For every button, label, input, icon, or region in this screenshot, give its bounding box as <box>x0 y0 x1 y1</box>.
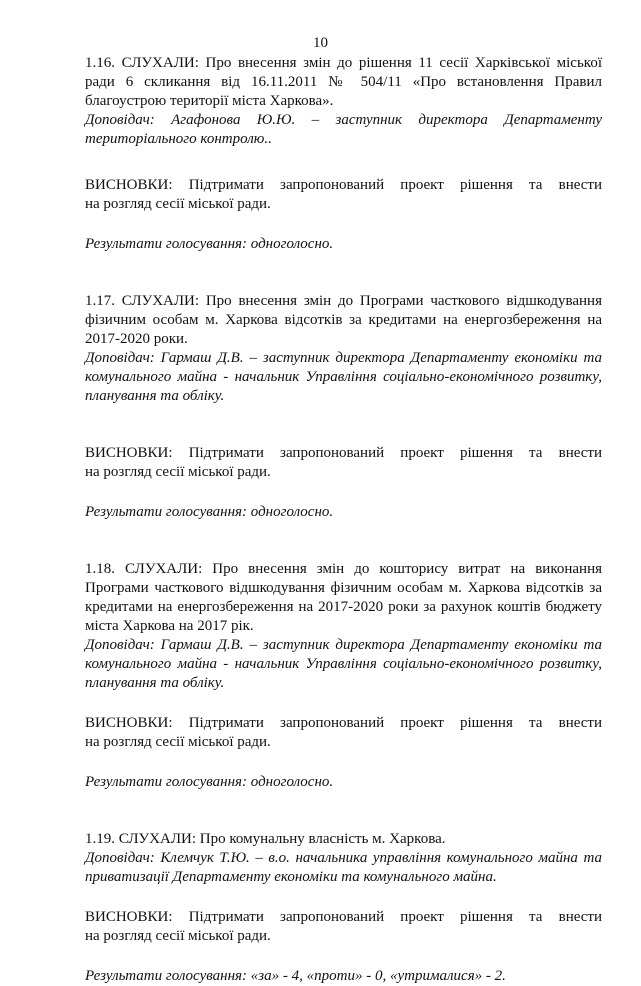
conclusion-section <box>85 714 602 752</box>
heard-section <box>85 830 602 849</box>
speaker-section <box>85 111 602 149</box>
speaker-section <box>85 849 602 887</box>
vote-result: Результати голосування: одноголосно. <box>85 774 334 790</box>
heard-section <box>85 54 602 111</box>
conclusion-line: ВИСНОВКИ: Підтримати запропонований проект рішення та внести <box>85 909 602 925</box>
heard-section <box>85 560 602 636</box>
agenda-item-1-17 <box>85 292 602 522</box>
vote-result: Результати голосування: одноголосно. <box>85 236 334 252</box>
speaker-line: Доповідач: Агафонова Ю.Ю. – заступник директора Департаменту <box>85 112 602 128</box>
speaker-line: приватизації Департаменту економіки та комунального майна. <box>85 869 497 885</box>
agenda-item-1-18 <box>85 560 602 792</box>
conclusion-section <box>85 176 602 214</box>
speaker-line: комунального майна - начальник Управління соціально-економічного розвитку, <box>85 369 602 385</box>
speaker-line: планування та обліку. <box>85 675 225 691</box>
heard-section <box>85 292 602 349</box>
conclusion-line: на розгляд сесії міської ради. <box>85 196 271 212</box>
speaker-section <box>85 349 602 406</box>
agenda-item-1-16 <box>85 54 602 254</box>
page-number: 10 <box>313 35 328 51</box>
heard-line: 1.17. СЛУХАЛИ: Про внесення змін до Програми часткового відшкодування <box>85 293 602 309</box>
heard-line: 1.19. СЛУХАЛИ: Про комунальну власність м. Харкова. <box>85 831 446 847</box>
vote-result: Результати голосування: одноголосно. <box>85 504 334 520</box>
heard-line: 2017-2020 роки. <box>85 331 188 347</box>
document-body <box>85 54 602 986</box>
conclusion-section <box>85 444 602 482</box>
speaker-section <box>85 636 602 693</box>
heard-line: благоустрою території міста Харкова». <box>85 93 334 109</box>
speaker-line: комунального майна - начальник Управління соціально-економічного розвитку, <box>85 656 602 672</box>
conclusion-line: на розгляд сесії міської ради. <box>85 928 271 944</box>
heard-line: 1.16. СЛУХАЛИ: Про внесення змін до рішення 11 сесії Харківської міської <box>85 55 602 71</box>
agenda-item-1-19 <box>85 830 602 986</box>
speaker-line: Доповідач: Гармаш Д.В. – заступник директора Департаменту економіки та <box>85 350 602 366</box>
conclusion-line: на розгляд сесії міської ради. <box>85 464 271 480</box>
conclusion-line: на розгляд сесії міської ради. <box>85 734 271 750</box>
heard-line: фізичним особам м. Харкова відсотків за кредитами на енергозбереження на <box>85 312 602 328</box>
speaker-line: територіального контролю.. <box>85 131 272 147</box>
speaker-line: планування та обліку. <box>85 388 225 404</box>
heard-line: 1.18. СЛУХАЛИ: Про внесення змін до кошторису витрат на виконання <box>85 561 602 577</box>
conclusion-line: ВИСНОВКИ: Підтримати запропонований проект рішення та внести <box>85 715 602 731</box>
speaker-line: Доповідач: Гармаш Д.В. – заступник директора Департаменту економіки та <box>85 637 602 653</box>
conclusion-line: ВИСНОВКИ: Підтримати запропонований проект рішення та внести <box>85 445 602 461</box>
heard-line: ради 6 скликання від 16.11.2011 № 504/11 «Про встановлення Правил <box>85 74 602 90</box>
heard-line: міста Харкова на 2017 рік. <box>85 618 254 634</box>
heard-line: кредитами на енергозбереження на 2017-2020 роки за рахунок коштів бюджету <box>85 599 602 615</box>
vote-result: Результати голосування: «за» - 4, «проти» - 0, «утрималися» - 2. <box>85 968 506 984</box>
conclusion-section <box>85 908 602 946</box>
heard-line: Програми часткового відшкодування фізичним особам м. Харкова відсотків за <box>85 580 602 596</box>
conclusion-line: ВИСНОВКИ: Підтримати запропонований проект рішення та внести <box>85 177 602 193</box>
speaker-line: Доповідач: Клемчук Т.Ю. – в.о. начальника управління комунального майна та <box>85 850 602 866</box>
